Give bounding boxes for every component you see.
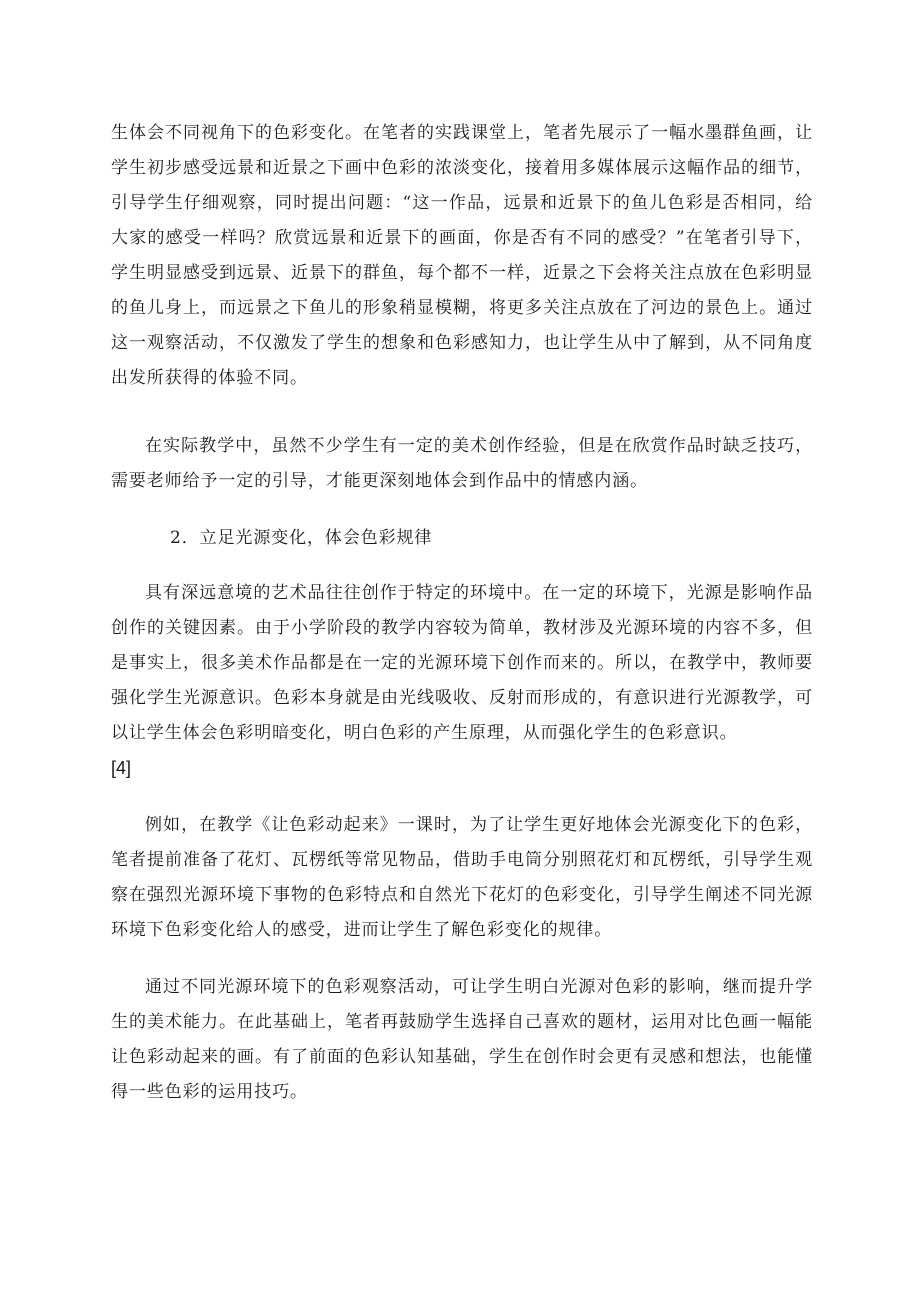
section-heading: 2．立足光源变化，体会色彩规律 bbox=[170, 528, 433, 548]
paragraph-example-lesson: 例如，在教学《让色彩动起来》一课时，为了让学生更好地体会光源变化下的色彩，笔者提前准备了花灯、瓦楞纸等常见物品，借助手电筒分别照花灯和瓦楞纸，引导学生观察在强烈光源环境下事物的色彩特点和自然光下花灯的色彩变化，引导学生阐述不同光源环境下色彩变化给人的感受，进而让学生了解色彩变化的规律。 bbox=[111, 815, 813, 940]
paragraph-light-source bbox=[111, 576, 813, 786]
citation-ref: [4] bbox=[111, 758, 132, 778]
paragraph-viewing-angle: 生体会不同视角下的色彩变化。在笔者的实践课堂上，笔者先展示了一幅水墨群鱼画，让学生初步感受远景和近景之下画中色彩的浓淡变化，接着用多媒体展示这幅作品的细节，引导学生仔细观察，同时提出问题：“这一作品，远景和近景下的鱼儿色彩是否相同，给大家的感受一样吗？欣赏远景和近景下的画面，你是否有不同的感受？”在笔者引导下，学生明显感受到远景、近景下的群鱼，每个都不一样，近景之下会将关注点放在色彩明显的鱼儿身上，而远景之下鱼儿的形象稍显模糊，将更多关注点放在了河边的景色上。通过这一观察活动，不仅激发了学生的想象和色彩感知力，也让学生从中了解到，从不同角度出发所获得的体验不同。 bbox=[111, 123, 813, 388]
paragraph-appreciation-skills: 在实际教学中，虽然不少学生有一定的美术创作经验，但是在欣赏作品时缺乏技巧，需要老师给予一定的引导，才能更深刻地体会到作品中的情感内涵。 bbox=[111, 436, 813, 491]
paragraph-observation-activity: 通过不同光源环境下的色彩观察活动，可让学生明白光源对色彩的影响，继而提升学生的美术能力。在此基础上，笔者再鼓励学生选择自己喜欢的题材，运用对比色画一幅能让色彩动起来的画。有了前面的色彩认知基础，学生在创作时会更有灵感和想法，也能懂得一些色彩的运用技巧。 bbox=[111, 977, 813, 1102]
paragraph-light-source-text: 具有深远意境的艺术品往往创作于特定的环境中。在一定的环境下，光源是影响作品创作的关键因素。由于小学阶段的教学内容较为简单，教材涉及光源环境的内容不多，但是事实上，很多美术作品都是在一定的光源环境下创作而来的。所以，在教学中，教师要强化学生光源意识。色彩本身就是由光线吸收、反射而形成的，有意识进行光源教学，可以让学生体会色彩明暗变化，明白色彩的产生原理，从而强化学生的色彩意识。 bbox=[111, 583, 813, 743]
